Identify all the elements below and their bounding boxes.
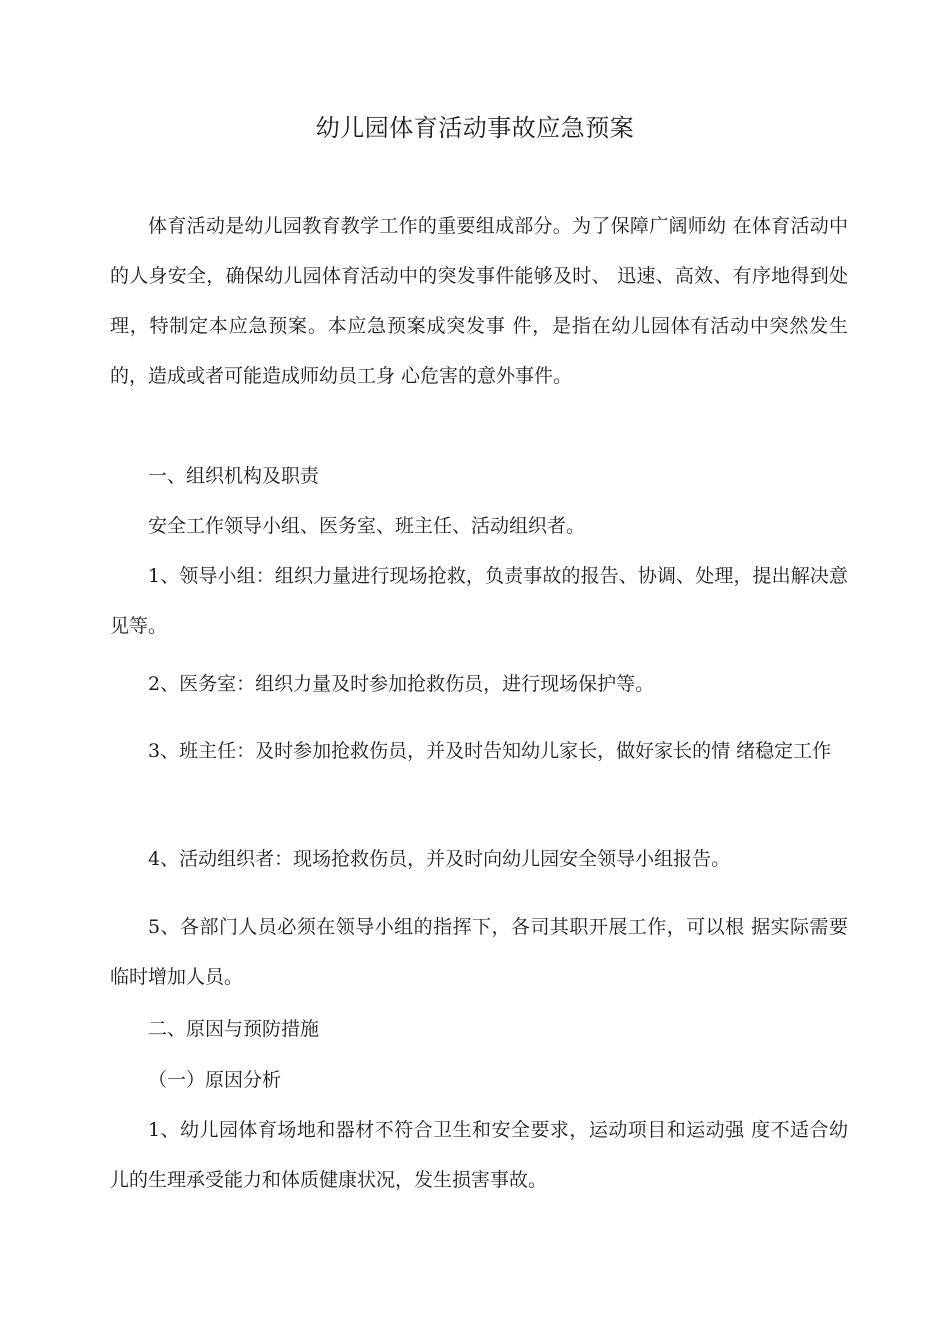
duty-head-teacher-paragraph: 3、班主任：及时参加抢救伤员，并及时告知幼儿家长，做好家长的情 绪稳定工作	[148, 740, 832, 762]
cause-one-paragraph: 1、幼儿园体育场地和器材不符合卫生和安全要求，运动项目和运动强 度不适合幼儿的生理承受能力和体质健康状况，发生损害事故。	[110, 1119, 848, 1191]
section-heading-organization: 一、组织机构及职责	[148, 465, 320, 487]
duty-leadership-paragraph: 1、领导小组：组织力量进行现场抢救，负责事故的报告、协调、处理，提出解决意见等。	[110, 565, 848, 637]
document-title: 幼儿园体育活动事故应急预案	[315, 114, 635, 142]
intro-paragraph: 体育活动是幼儿园教育教学工作的重要组成部分。为了保障广阔师幼 在体育活动中的人身安全，确保幼儿园体育活动中的突发事件能够及时、 迅速、高效、有序地得到处理，特制定本应急预案。本应急预案成突发事 件，是指在幼儿园体有活动中突然发生的，造成或者可能造成师幼员工身 心危害的意外事件。	[110, 215, 848, 387]
section-heading-causes: 二、原因与预防措施	[148, 1018, 320, 1040]
duty-organizer-paragraph: 4、活动组织者：现场抢救伤员，并及时向幼儿园安全领导小组报告。	[148, 848, 731, 870]
organization-members-paragraph: 安全工作领导小组、医务室、班主任、活动组织者。	[148, 515, 586, 537]
duty-departments-paragraph: 5、各部门人员必须在领导小组的指挥下，各司其职开展工作，可以根 据实际需要临时增加人员。	[110, 916, 848, 988]
subsection-heading-analysis: （一）原因分析	[148, 1069, 282, 1091]
duty-clinic-paragraph: 2、医务室：组织力量及时参加抢救伤员，进行现场保护等。	[148, 673, 655, 695]
